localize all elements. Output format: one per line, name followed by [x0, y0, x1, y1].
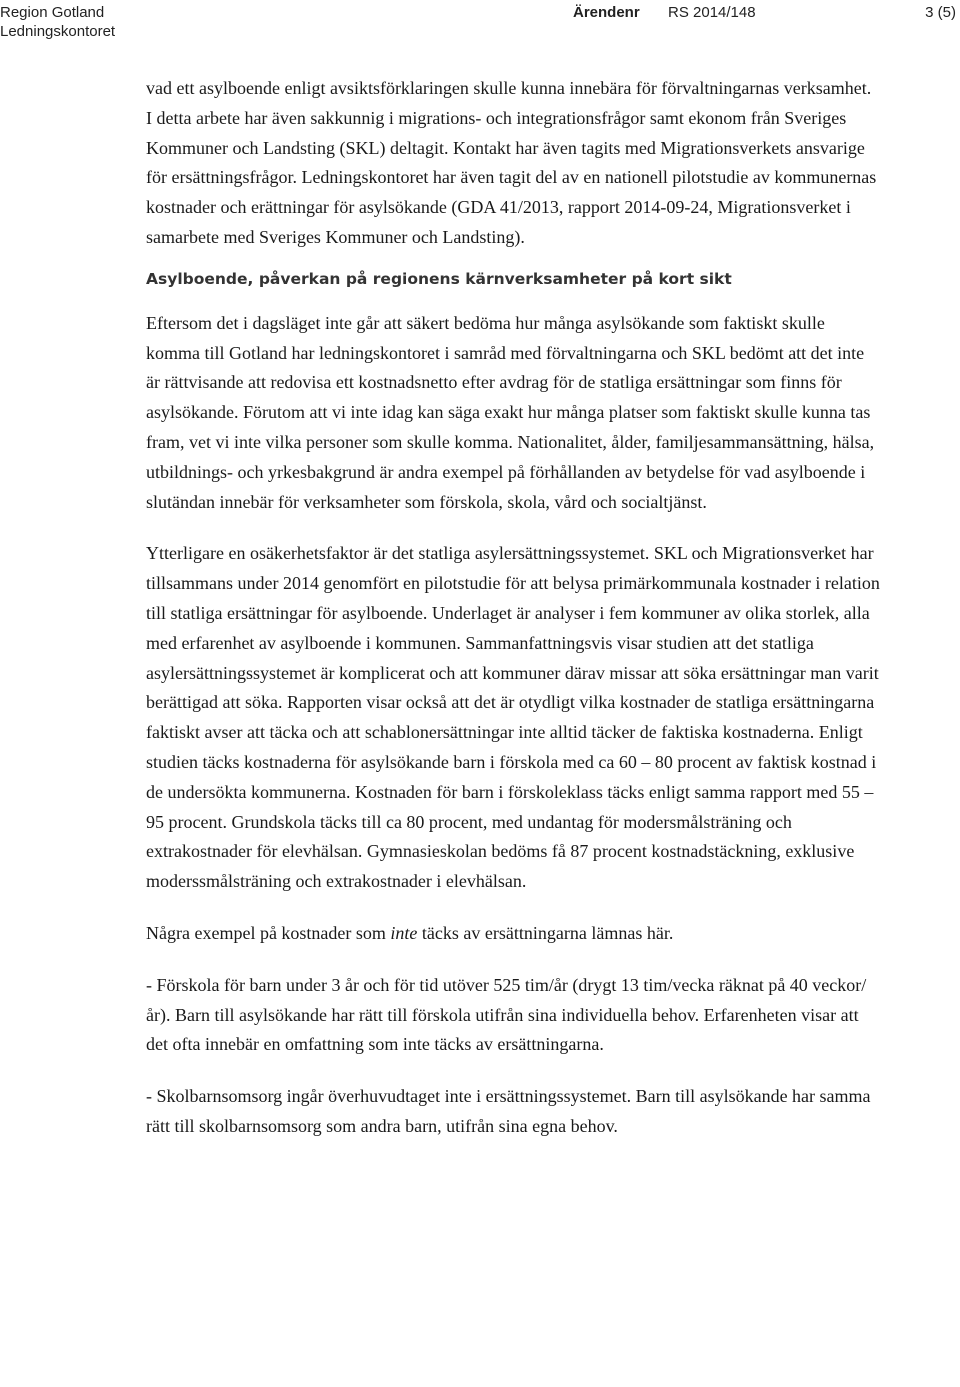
department-name: Ledningskontoret: [0, 23, 116, 40]
examples-text-after: täcks av ersättningarna lämnas här.: [417, 922, 674, 943]
organization-name: Region Gotland: [0, 4, 105, 21]
diary-number: RS 2014/148: [668, 4, 756, 21]
list-item-school-childcare: - Skolbarnsomsorg ingår överhuvudtaget inte i ersättningssystemet. Barn till asylsökande har samma rätt till skolbarnsomsorg som andra barn, utifrån sina egna behov.: [146, 1086, 871, 1136]
paragraph-examples-intro: [146, 919, 880, 949]
intro-paragraph: vad ett asylboende enligt avsiktsförklaringen skulle kunna innebära för förvaltningarnas verksamhet. I detta arbete har även sakkunnig i migrations- och integrationsfrågor samt ekonom från Sveriges Kommuner och Landsting (SKL) deltagit. Kontakt har även tagits med Migrationsverkets ansvarige för ersättningsfrågor. Ledningskontoret har även tagit del av en nationell pilotstudie av kommunernas kostnader och erättningar för asylsökande (GDA 41/2013, rapport 2014-09-24, Migrationsverket i samarbete med Sveriges Kommuner och Landsting).: [146, 78, 877, 247]
document-header: [0, 4, 960, 44]
list-item-preschool: - Förskola för barn under 3 år och för tid utöver 525 tim/år (drygt 13 tim/vecka räknat på 40 veckor/år). Barn till asylsökande har rätt till förskola utifrån sina individuella behov. Erfarenheten visar att det ofta innebär en omfattning som inte täcks av ersättningarna.: [146, 974, 867, 1055]
paragraph-compensation-system: Ytterligare en osäkerhetsfaktor är det statliga asylersättningssystemet. SKL och Migrationsverket har tillsammans under 2014 genomfört en pilotstudie för att belysa primärkommunala kostnader i relation till statliga ersättningar för asylboende. Underlaget är analyser i fem kommuner av olika storlek, alla med erfarenhet av asylboende i kommunen. Sammanfattningsvis visar studien att det statliga asylersättningssystemet är komplicerat och att kommuner därav missar att söka ersättningar man varit berättigad att söka. Rapporten visar också att det är otydligt vilka kostnader de statliga ersättningarna faktiskt avser att täcka och att schablonersättningar inte alltid täcker de faktiska kostnaderna. Enligt studien täcks kostnaderna för asylsökande barn i förskola med ca 60 – 80 procent av faktisk kostnad i de undersökta kommunerna. Kostnaden för barn i förskoleklass täcks enligt samma rapport med 55 – 95 procent. Grundskola täcks till ca 80 procent, med undantag för modersmålsträning och extrakostnader för elevhälsan. Gymnasieskolan bedöms få 87 procent kostnadstäckning, exklusive moderssmålsträning och extrakostnader i elevhälsan.: [146, 543, 880, 892]
examples-text-before: Några exempel på kostnader som: [146, 922, 391, 943]
paragraph-uncertainty: Eftersom det i dagsläget inte går att säkert bedöma hur många asylsökande som faktiskt skulle komma till Gotland har ledningskontoret i samråd med förvaltningarna och SKL bedömt att det inte är rättvisande att redovisa ett kostnadsnetto efter avdrag för de statliga ersättningar som finns för asylsökande. Förutom att vi inte idag kan säga exakt hur många platser som faktiskt skulle kunna tas fram, vet vi inte vilka personer som skulle komma. Nationalitet, ålder, familjesammansättning, hälsa, utbildnings- och yrkesbakgrund är andra exempel på förhållanden av betydelse för vad asylboende i slutändan innebär för verksamheter som förskola, skola, vård och socialtjänst.: [146, 312, 875, 512]
page-number: 3 (5): [925, 4, 956, 21]
document-body: [146, 74, 880, 1142]
case-number-label: Ärendenr: [573, 4, 640, 21]
examples-emphasis: inte: [390, 922, 418, 943]
section-heading: Asylboende, påverkan på regionens kärnverksamheter på kort sikt: [146, 269, 732, 288]
